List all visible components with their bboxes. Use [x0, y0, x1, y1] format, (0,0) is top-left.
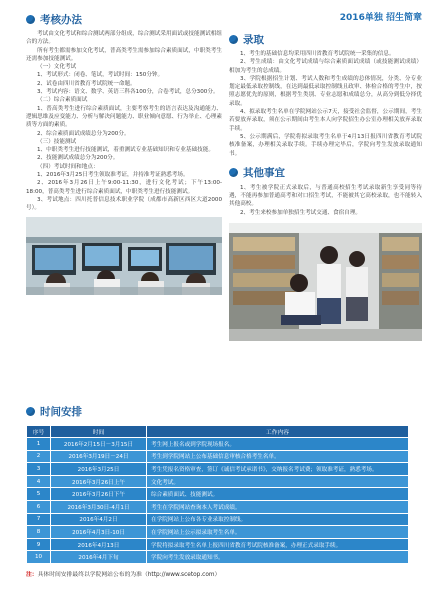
assessment-heading — [26, 10, 222, 28]
assessment-paragraph: 2、综合素质面试成绩总分为200分。 — [37, 130, 130, 137]
row-time: 2016年2月15日－3月15日 — [51, 438, 147, 451]
row-number: 3 — [27, 463, 51, 476]
assessment-paragraph: 3、考试地点：四川托普信息技术职业学院（成都市高新区西区大道2000号）。 — [26, 196, 222, 212]
note-text: 具体时间安排最终以学院网站公布的为准（http://www.scetop.com） — [37, 571, 221, 578]
admission-paragraph: 5、公示期满后，学院将拟录取考生名单于4月13日报四川省教育考试院核准备案，办理相关录取手续。手续办理完毕后，学院向考生发放录取通知书。 — [229, 133, 422, 157]
assessment-section — [26, 10, 222, 295]
table-row — [27, 500, 409, 513]
assessment-paragraph: 1、普高类考生进行综合素质面试，主要考察考生的语言表达及沟通能力、逻辑思维及应变能力、分析与解决问题能力、职业倾向意愿、行为举止、心理素质等方面的素质。 — [26, 105, 222, 129]
blue-dot-icon — [26, 407, 35, 416]
table-row — [27, 450, 409, 463]
other-paragraph: 2、考生来校参加单独招生考试交通、食宿自理。 — [240, 209, 362, 216]
table-row — [27, 513, 409, 526]
assessment-body — [26, 30, 222, 213]
row-task: 在学院网站上公布各专业录取控制线。 — [147, 513, 409, 526]
row-number: 9 — [27, 538, 51, 551]
schedule-heading — [26, 402, 408, 420]
row-number: 7 — [27, 513, 51, 526]
assessment-paragraph: 2、技能测试成绩总分为200分。 — [37, 155, 119, 162]
row-time: 2016年3月26日上午 — [51, 475, 147, 488]
row-time: 2016年4月2日 — [51, 513, 147, 526]
row-task: 文化考试。 — [147, 475, 409, 488]
brand-text: 招生简章 — [385, 13, 422, 23]
table-row — [27, 526, 409, 539]
assessment-title: 考核办法 — [40, 13, 82, 26]
table-row — [27, 438, 409, 451]
row-time: 2016年3月30日-4月1日 — [51, 500, 147, 513]
blue-dot-icon — [229, 168, 238, 177]
row-time: 2016年3月26日下午 — [51, 488, 147, 501]
row-number: 2 — [27, 450, 51, 463]
assessment-paragraph: 2、试卷由四川省教育考试院统一命题。 — [37, 80, 136, 87]
column-header: 序号 — [27, 426, 51, 438]
other-title: 其他事宜 — [243, 167, 285, 180]
column-header: 工作内容 — [147, 426, 409, 438]
column-header: 时间 — [51, 426, 147, 438]
row-number: 4 — [27, 475, 51, 488]
row-task: 考生到学院网站上公布基础信息审核合格考生名单。 — [147, 450, 409, 463]
row-number: 8 — [27, 526, 51, 539]
admission-body — [229, 50, 422, 158]
other-heading — [229, 164, 422, 182]
assessment-paragraph: 所有考生都需参加文化考试，普高类考生需参加综合素质面试，中职类考生还需参加技能测试。 — [26, 47, 222, 62]
assessment-paragraph: 1、考试形式：闭卷、笔试，考试时间：150分钟。 — [37, 72, 164, 79]
admission-heading — [229, 30, 422, 48]
admission-paragraph: 3、学院根据招生计划、考试人数和考生成绩的总体情况，分类、分专业划定最低录取控制线，在达到最低录取控制线且政审、体检合格的考生中，按照志愿优先的原则，根据考生类别、专业志愿和成绩总分，从高分到低分择优录取。 — [229, 75, 422, 107]
assessment-paragraph: 2、2016年3月26日上午9:00-11:30，进行文化考试；下午13:00-18:00，普高类考生进行综合素质面试，中职类考生进行技能测试。 — [26, 180, 222, 195]
assessment-paragraph: 考试由文化考试和综合测试两部分组成，综合测试采用面试或技能测试相组合的方法。 — [26, 31, 222, 46]
admission-title: 录取 — [243, 33, 264, 46]
table-row — [27, 551, 409, 564]
row-task: 综合素质面试、技能测试。 — [147, 488, 409, 501]
other-body — [229, 184, 422, 217]
row-task: 考生网上报名或到学院现场报名。 — [147, 438, 409, 451]
library-photo — [229, 223, 422, 341]
note-label: 注： — [26, 571, 38, 578]
assessment-paragraph: （一）文化考试 — [37, 64, 77, 71]
admission-paragraph: 4、拟录取考生名单在学院网站公示7天，接受社会监督，公示期间，考生若要放弃录取，须在公示期间由考生本人向学院招生办公室办理相关放弃录取手续。 — [229, 109, 422, 132]
row-task: 考生在学院网站查询本人考试成绩。 — [147, 500, 409, 513]
table-header-row — [27, 426, 409, 438]
assessment-paragraph: 3、考试内容：语文、数学、英语三科各100分，合卷考试，总分300分。 — [37, 89, 219, 96]
brochure-brand — [340, 10, 422, 23]
other-paragraph: 1、考生被学院正式录取后，与普通高校招生考试录取新生享受同等待遇，不能再参加普通高考和对口招生考试，不能被其它高校录取，也不能转入其他高校。 — [229, 184, 422, 208]
row-time: 2016年4月下旬 — [51, 551, 147, 564]
right-column — [229, 10, 422, 341]
schedule-table — [26, 425, 409, 564]
row-time: 2016年4月3日-10日 — [51, 526, 147, 539]
row-task: 在学院网站上公示拟录取考生名单。 — [147, 526, 409, 539]
schedule-title: 时间安排 — [40, 405, 82, 418]
row-time: 2016年3月19日－24日 — [51, 450, 147, 463]
computer-lab-photo — [26, 217, 222, 295]
table-row — [27, 488, 409, 501]
schedule-note — [26, 569, 408, 578]
row-task: 考生凭报名资格审查，签订《诚信考试承诺书》，交纳报名考试费；领取准考证，熟悉考场。 — [147, 463, 409, 476]
row-task: 学院将拟录取考生名单上报四川省教育考试院核准备案，办理正式录取手续。 — [147, 538, 409, 551]
row-task: 学院向考生发放录取通知书。 — [147, 551, 409, 564]
row-number: 6 — [27, 500, 51, 513]
assessment-paragraph: 1、中职类考生进行技能测试，着重测试专业基础知识和专业基础技能。 — [37, 147, 214, 154]
row-number: 10 — [27, 551, 51, 564]
row-time: 2016年3月25日 — [51, 463, 147, 476]
admission-paragraph: 2、考生成绩：由文化考试成绩与综合素质面试成绩（或技能测试成绩）相加为考生的总成绩。 — [229, 59, 422, 74]
admission-paragraph: 1、考生的基础信息均采用四川省教育考试院统一采集的信息。 — [240, 51, 395, 57]
table-row — [27, 463, 409, 476]
row-number: 1 — [27, 438, 51, 451]
row-time: 2016年4月13日 — [51, 538, 147, 551]
blue-dot-icon — [229, 35, 238, 44]
schedule-section — [26, 402, 408, 578]
assessment-paragraph: （三）技能测试 — [37, 138, 77, 145]
table-row — [27, 538, 409, 551]
brand-year: 2016单独 — [339, 13, 383, 23]
blue-dot-icon — [26, 15, 35, 24]
table-row — [27, 475, 409, 488]
assessment-paragraph: （二）综合素质面试 — [37, 97, 88, 104]
assessment-paragraph: 1、2016年3月25日考生领取准考证，并持准考证熟悉考场。 — [37, 172, 189, 179]
assessment-paragraph: （四）考试时间和地点： — [37, 163, 99, 170]
row-number: 5 — [27, 488, 51, 501]
